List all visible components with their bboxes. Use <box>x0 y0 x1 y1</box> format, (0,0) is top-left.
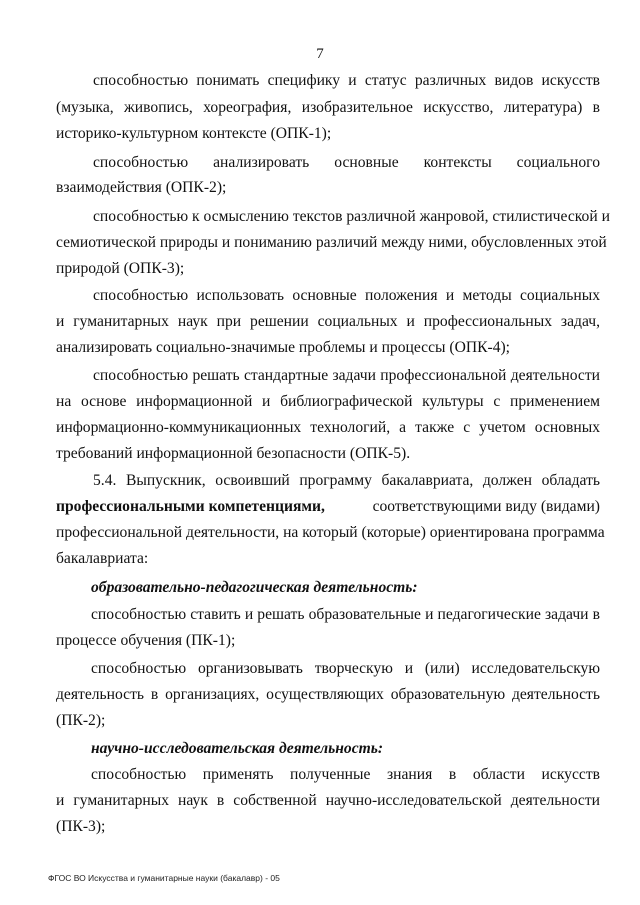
paragraph-line: способностью анализировать основные контексты социального <box>93 154 600 171</box>
paragraph-line: и гуманитарных наук в собственной научно-исследовательской деятельности <box>56 792 600 809</box>
paragraph-line: деятельность в организациях, осуществляющих образовательную деятельность <box>56 686 600 703</box>
footer-text: ФГОС ВО Искусства и гуманитарные науки (бакалавр) - 05 <box>48 873 280 883</box>
paragraph-line: взаимодействия (ОПК-2); <box>56 179 227 196</box>
paragraph-line: на основе информационной и библиографической культуры с применением <box>56 393 600 410</box>
page-number: 7 <box>316 46 324 62</box>
inline-text: соответствующими виду (видами) <box>372 498 601 515</box>
bold-term: профессиональными компетенциями, <box>56 498 325 515</box>
paragraph-line: способностью понимать специфику и статус различных видов искусств <box>93 72 600 89</box>
paragraph-line: и гуманитарных наук при решении социальных и профессиональных задач, <box>56 313 600 330</box>
paragraph-line: профессиональной деятельности, на который (которые) ориентирована программа <box>56 524 605 541</box>
paragraph-line: информационно-коммуникационных технологий, а также с учетом основных <box>56 419 600 436</box>
paragraph-line: историко-культурном контексте (ОПК-1); <box>56 125 332 142</box>
paragraph-line: природой (ОПК-3); <box>56 260 185 277</box>
paragraph-line: анализировать социально-значимые проблемы и процессы (ОПК-4); <box>56 339 511 356</box>
paragraph-line: 5.4. Выпускник, освоивший программу бакалавриата, должен обладать <box>93 472 600 489</box>
paragraph-line: способностью применять полученные знания в области искусств <box>91 766 600 783</box>
paragraph-line: (музыка, живопись, хореография, изобразительное искусство, литература) в <box>56 99 600 116</box>
paragraph-line: (ПК-2); <box>56 712 106 729</box>
paragraph-line: бакалавриата: <box>56 550 149 567</box>
paragraph-line: способностью решать стандартные задачи профессиональной деятельности <box>93 367 600 384</box>
section-heading: образовательно-педагогическая деятельность: <box>91 579 418 596</box>
paragraph-line: способностью использовать основные положения и методы социальных <box>93 287 600 304</box>
paragraph-line: способностью организовывать творческую и (или) исследовательскую <box>91 660 600 677</box>
paragraph-line: способностью к осмыслению текстов различной жанровой, стилистической и <box>93 208 610 225</box>
paragraph-line <box>56 497 600 517</box>
paragraph-line: процессе обучения (ПК-1); <box>56 632 236 649</box>
section-heading: научно-исследовательская деятельность: <box>91 740 384 757</box>
paragraph-line: (ПК-3); <box>56 818 106 835</box>
paragraph-line: способностью ставить и решать образовательные и педагогические задачи в <box>91 606 600 623</box>
paragraph-line: семиотической природы и пониманию различий между ними, обусловленных этой <box>56 234 607 251</box>
paragraph-line: требований информационной безопасности (ОПК-5). <box>56 445 411 462</box>
